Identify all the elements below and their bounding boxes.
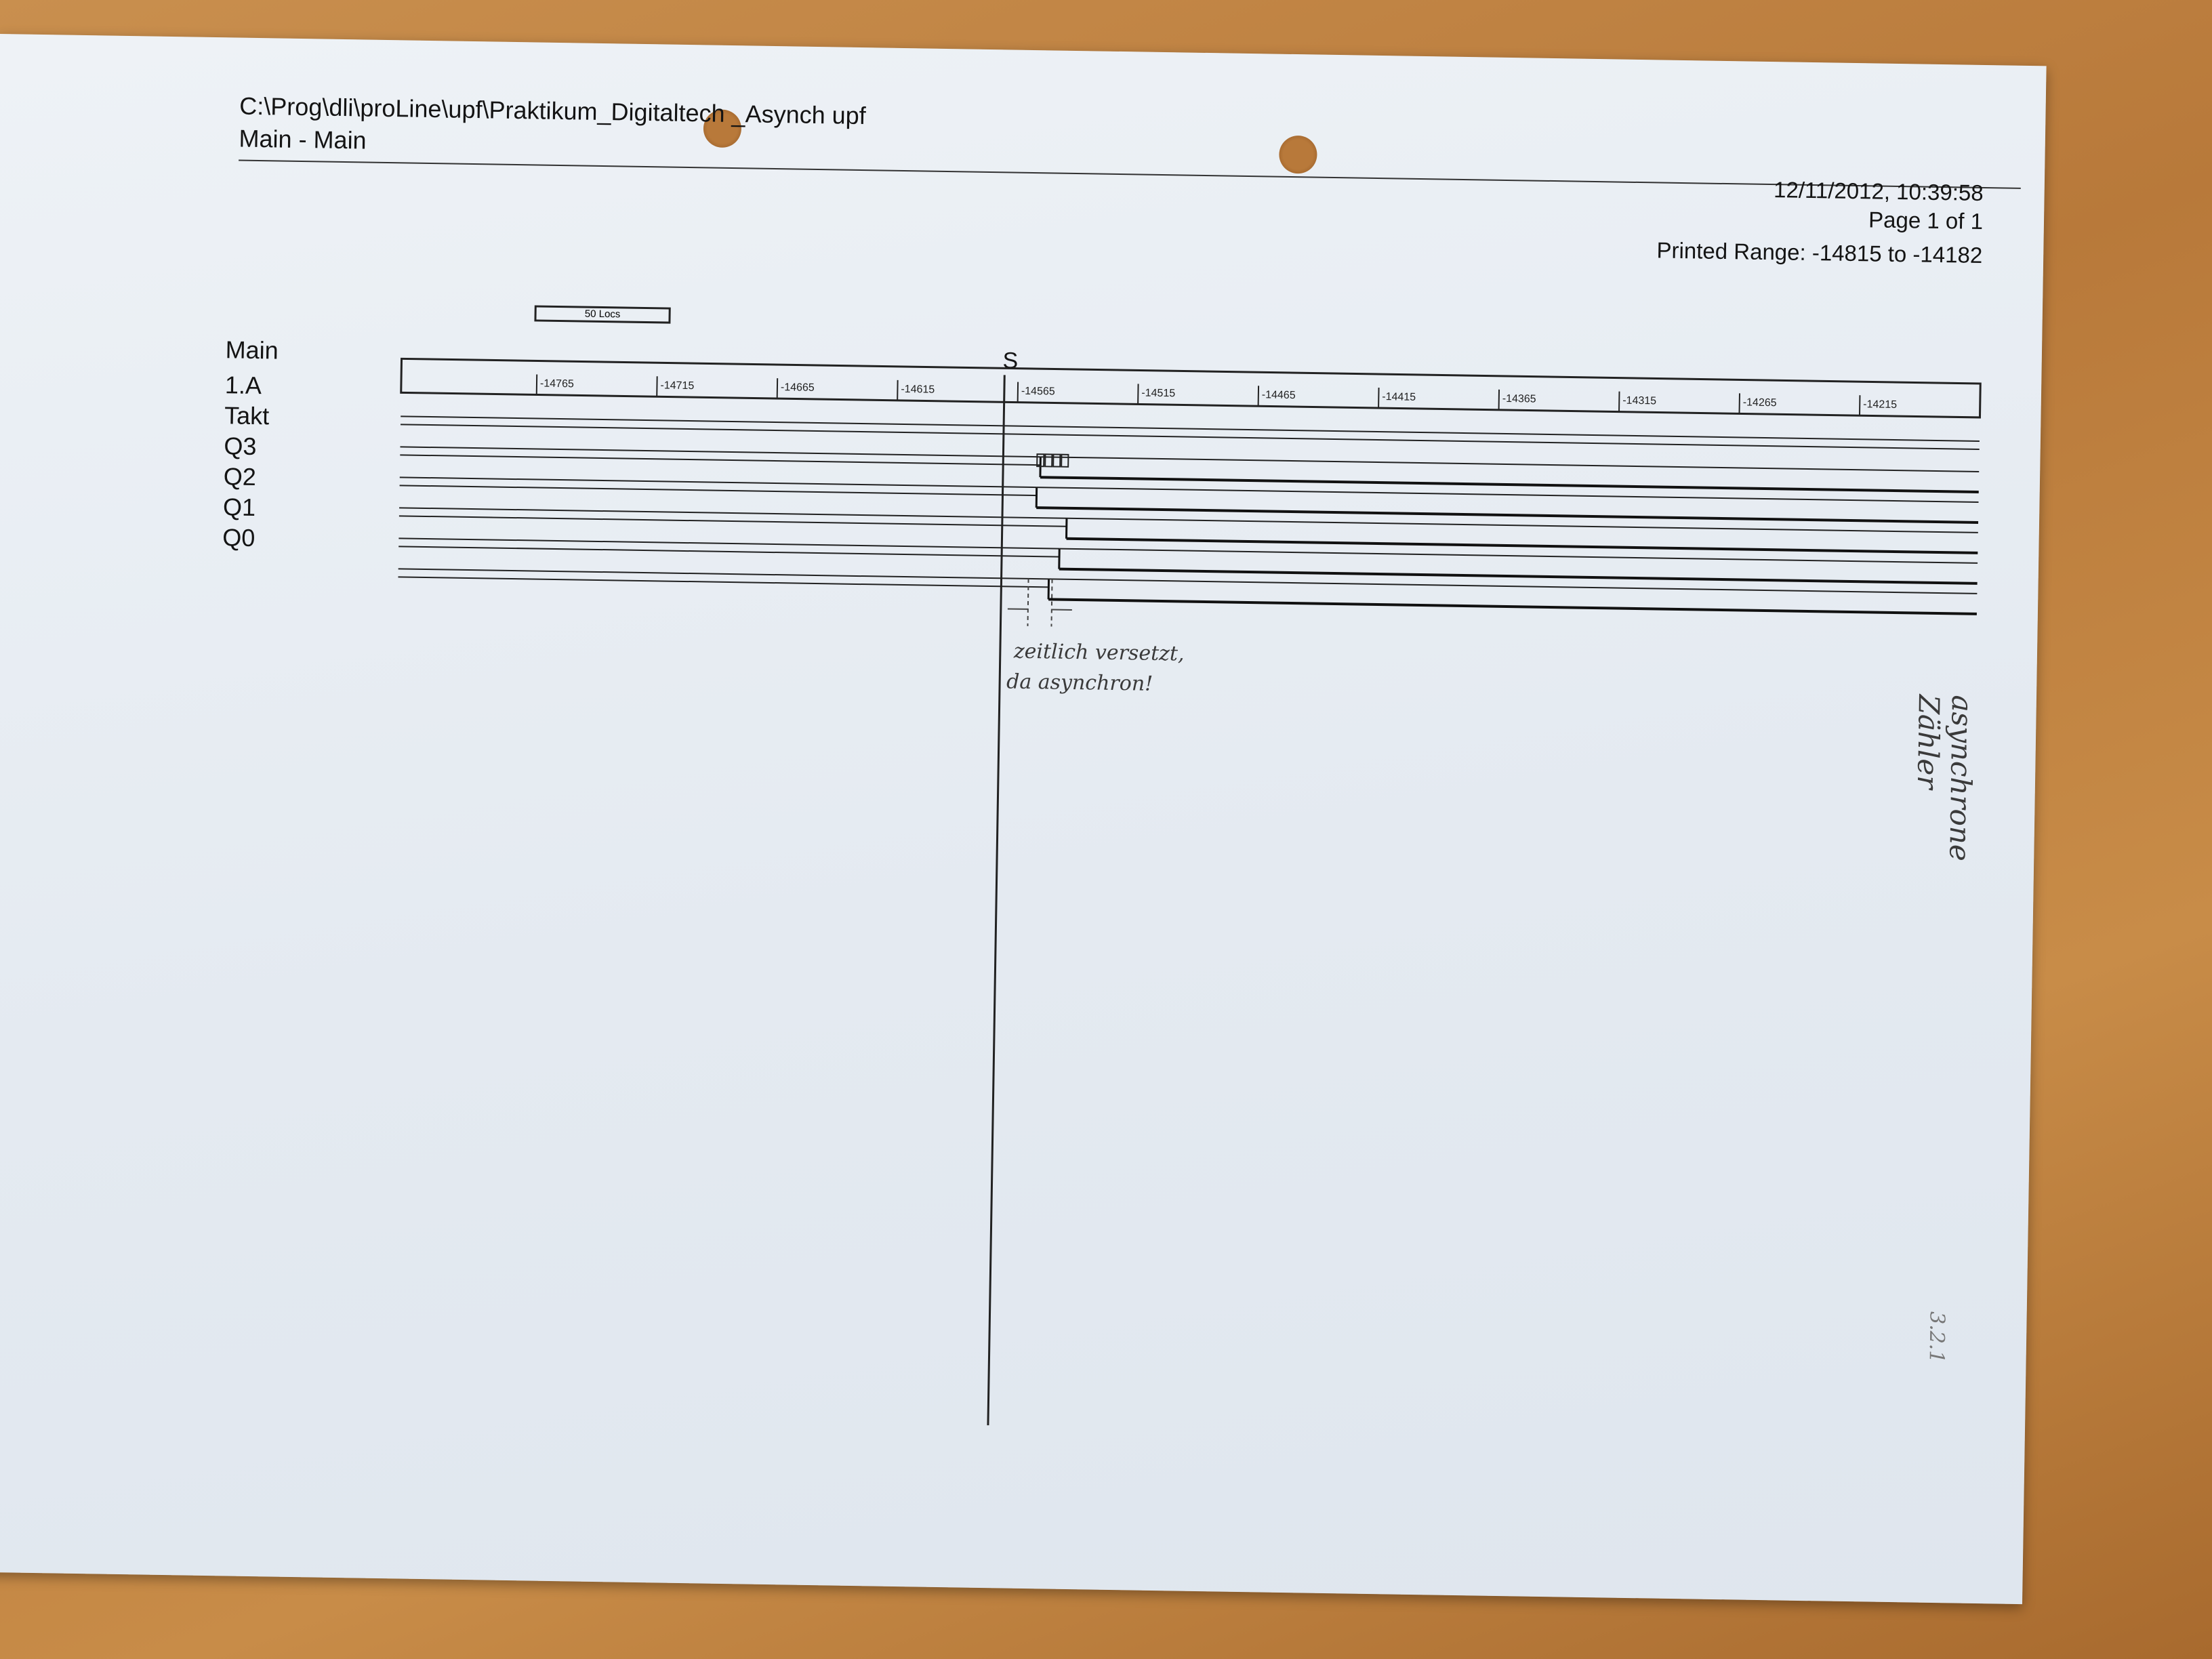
print-date: 12/11/2012, 10:39:58 bbox=[1773, 177, 1984, 205]
ruler-tick-label: -14515 bbox=[1141, 387, 1176, 400]
ruler-tick-label: -14765 bbox=[539, 377, 574, 390]
signal-label-q3: Q3 bbox=[224, 432, 257, 461]
side-note: asynchrone Zähler bbox=[1910, 694, 1980, 862]
printed-range: Printed Range: -14815 to -14182 bbox=[1656, 237, 1983, 268]
waveform-row bbox=[398, 569, 1977, 614]
signal-label-q0: Q0 bbox=[222, 523, 255, 552]
waveform-row bbox=[399, 508, 1978, 553]
clock-pulse bbox=[1045, 454, 1052, 466]
ruler-tick-label: -14715 bbox=[660, 380, 695, 392]
ruler-frame bbox=[401, 359, 1980, 417]
handwritten-note-2: da asynchron! bbox=[1006, 670, 1153, 696]
delay-marker-left bbox=[1027, 579, 1028, 626]
waveform-row bbox=[398, 538, 1978, 583]
ruler-tick-label: -14465 bbox=[1261, 389, 1296, 402]
ruler-tick-label: -14565 bbox=[1021, 385, 1055, 398]
ruler-tick-label: -14315 bbox=[1622, 394, 1657, 407]
ruler-tick-label: -14665 bbox=[780, 382, 815, 394]
waveforms bbox=[398, 416, 1980, 614]
signal-label-takt: Takt bbox=[224, 401, 270, 430]
clock-pulse bbox=[1053, 454, 1060, 466]
signal-label-q1: Q1 bbox=[222, 493, 256, 522]
waveform-row bbox=[399, 477, 1978, 523]
cursor-line bbox=[988, 375, 1004, 1425]
delay-marker-right bbox=[1051, 579, 1052, 626]
ruler-tick-label: -14615 bbox=[901, 383, 935, 396]
waveform-row bbox=[400, 444, 1979, 492]
file-path: C:\Prog\dli\proLine\upf\Praktikum_Digitaltech _Asynch upf bbox=[239, 91, 867, 130]
handwritten-note-1: zeitlich versetzt, bbox=[1013, 639, 1185, 666]
printout-page bbox=[0, 34, 2047, 1604]
ruler-tick-label: -14365 bbox=[1502, 392, 1536, 405]
ruler-tick-label: -14415 bbox=[1382, 391, 1416, 403]
clock-pulse bbox=[1061, 455, 1068, 467]
scale-label: 50 Locs bbox=[584, 308, 621, 321]
ruler-tick-label: -14215 bbox=[1863, 398, 1898, 411]
view-title: Main - Main bbox=[239, 124, 367, 155]
ruler-tick-label: -14265 bbox=[1742, 396, 1777, 409]
signal-label-1a: 1.A bbox=[224, 371, 262, 400]
cursor-label: S bbox=[1002, 348, 1019, 374]
time-ruler bbox=[401, 359, 1980, 417]
group-label: Main bbox=[225, 335, 279, 365]
waveform-diagram bbox=[0, 34, 2047, 1604]
page-info: Page 1 of 1 bbox=[1868, 207, 1984, 234]
waveform-row bbox=[401, 416, 1980, 449]
corner-note: 3.2.1 bbox=[1924, 1311, 1949, 1364]
signal-label-q2: Q2 bbox=[223, 462, 257, 491]
